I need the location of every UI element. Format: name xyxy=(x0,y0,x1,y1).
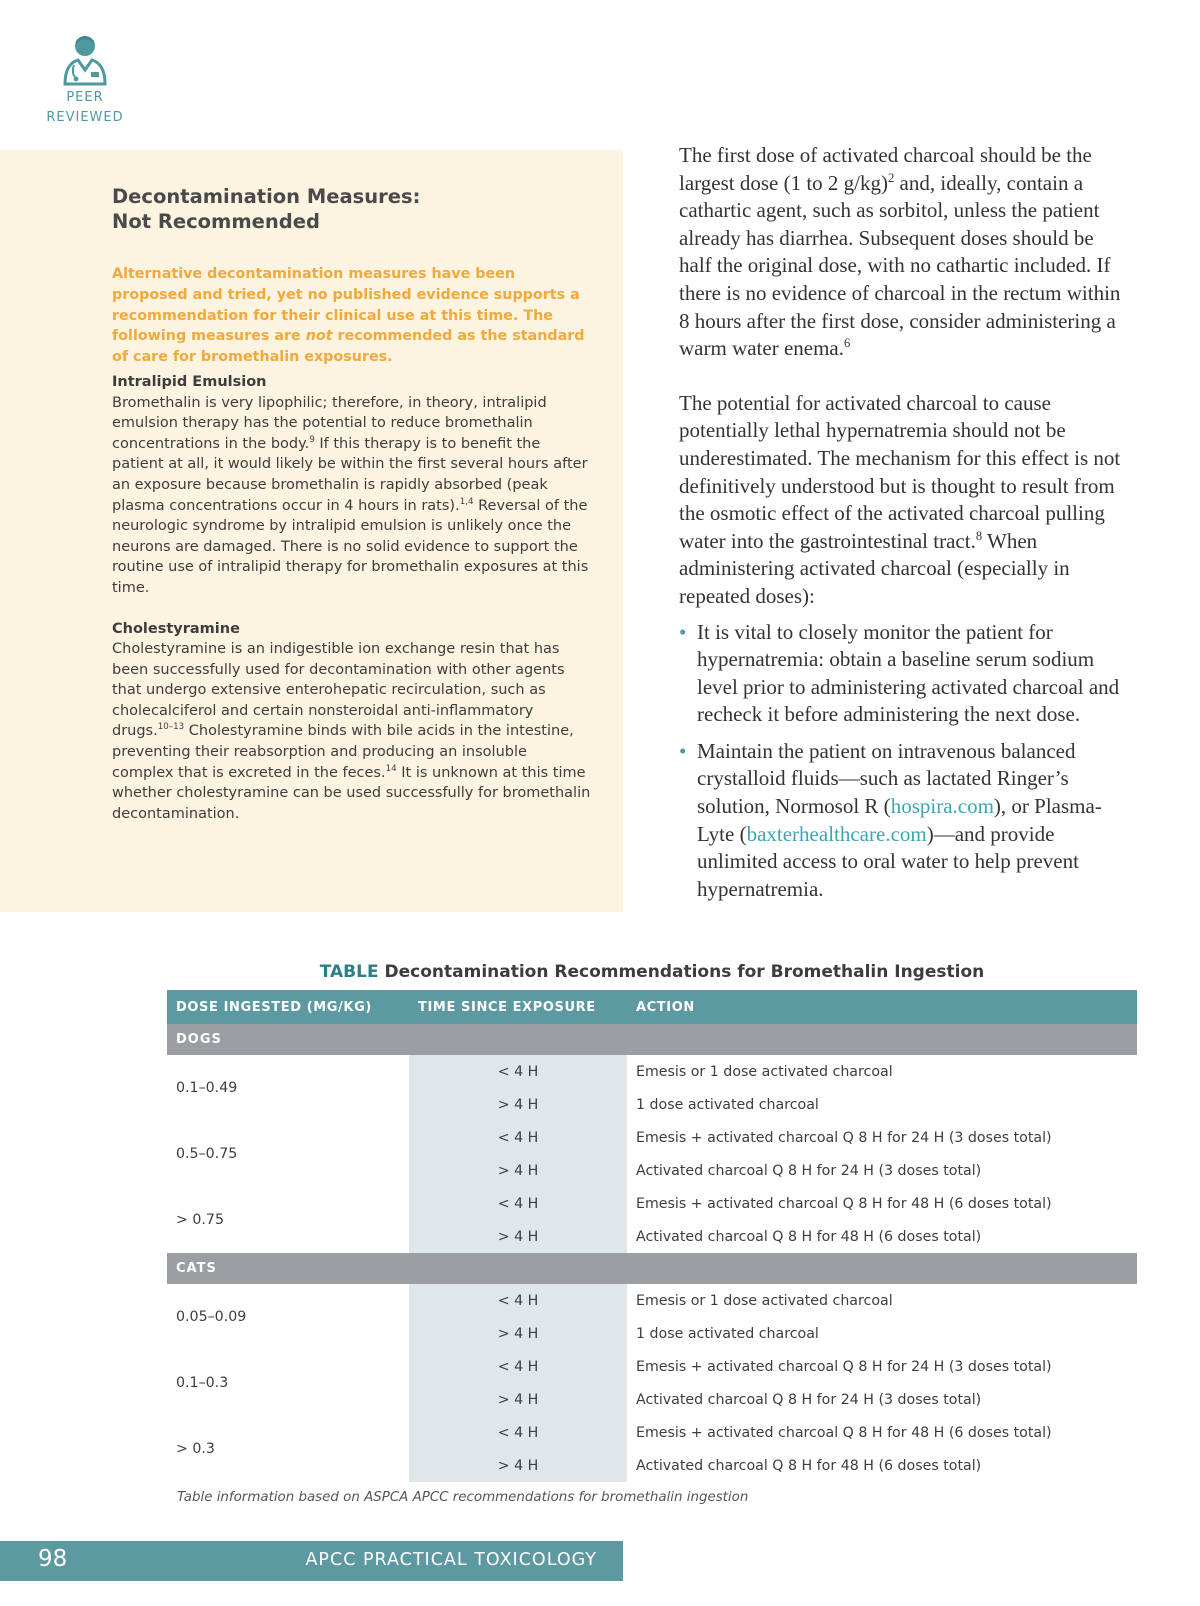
section-paragraph xyxy=(112,393,592,599)
action-cell: Emesis + activated charcoal Q 8 H for 24 H (3 doses total) xyxy=(636,1358,1052,1375)
list-item-text: )—and provide unlimited access to oral water to help prevent hypernatremia. xyxy=(697,821,1079,901)
action-cell: Activated charcoal Q 8 H for 24 H (3 doses total) xyxy=(636,1391,982,1408)
list-item-text: ), or Plasma-Lyte ( xyxy=(697,794,1102,846)
paragraph-text: Cholestyramine is an indigestible ion exchange resin that has been successfully used for decontamination with other agents that undergo extensive enterohepatic recirculation, such as cholecalciferol and certain nonsteroidal anti-inflammatory drugs. xyxy=(112,641,565,740)
time-cell: < 4 H xyxy=(409,1416,627,1449)
intro-text-end: recommended as the standard of care for bromethalin exposures. xyxy=(112,328,585,366)
publication-title: APCC PRACTICAL TOXICOLOGY xyxy=(305,1550,597,1570)
table-footnote: Table information based on ASPCA APCC recommendations for bromethalin ingestion xyxy=(177,1490,749,1505)
group-label: CATS xyxy=(167,1253,1137,1284)
time-cell: > 4 H xyxy=(409,1317,627,1350)
sidebar-box xyxy=(0,150,623,912)
sidebar-intro xyxy=(112,264,592,368)
reference-marker: 2 xyxy=(888,170,895,185)
paragraph-text: Bromethalin is very lipophilic; therefore, in theory, intralipid emulsion therapy has the potential to reduce bromethalin concentrations in the body. xyxy=(112,394,547,452)
table-row xyxy=(167,1121,1137,1154)
list-item-text: It is vital to closely monitor the patient for hypernatremia: obtain a baseline serum sodium level prior to administering activated charcoal and recheck it before administering the next dose. xyxy=(697,619,1120,727)
table-row xyxy=(167,1187,1137,1220)
paragraph-text: Reversal of the neurologic syndrome by intralipid emulsion is unlikely once the neurons are damaged. There is no solid evidence to support the routine use of intralipid therapy for bromethalin exposures at this time. xyxy=(112,497,589,596)
sidebar-title-line1: Decontamination Measures: xyxy=(112,185,421,208)
reference-marker: 8 xyxy=(975,528,983,543)
dose-cell: > 0.3 xyxy=(176,1441,215,1457)
section-heading: Intralipid Emulsion xyxy=(112,373,267,390)
table-header-row xyxy=(167,990,1137,1024)
baxter-link[interactable]: baxterhealthcare.com xyxy=(746,821,927,846)
time-cell: < 4 H xyxy=(409,1055,627,1088)
time-cell: < 4 H xyxy=(409,1284,627,1317)
section-heading: Cholestyramine xyxy=(112,620,240,637)
dose-cell: > 0.75 xyxy=(176,1212,224,1228)
paragraph-text: If this therapy is to benefit the patient at all, it would likely be within the first several hours after an exposure because bromethalin is rapidly absorbed (peak plasma concentrations occur in 4 hours in rats). xyxy=(112,435,588,514)
table-row xyxy=(167,1416,1137,1449)
table-title: Decontamination Recommendations for Bromethalin Ingestion xyxy=(384,962,985,982)
body-paragraph xyxy=(679,390,1129,611)
hospira-link[interactable]: hospira.com xyxy=(890,794,994,819)
action-cell: Activated charcoal Q 8 H for 48 H (6 doses total) xyxy=(636,1457,982,1474)
action-cell: Activated charcoal Q 8 H for 48 H (6 doses total) xyxy=(636,1228,982,1245)
time-cell: > 4 H xyxy=(409,1449,627,1482)
dose-cell: 0.1–0.49 xyxy=(176,1080,238,1096)
body-text-column xyxy=(679,142,1129,912)
time-cell: > 4 H xyxy=(409,1154,627,1187)
reference-marker: 10–13 xyxy=(157,722,185,733)
time-cell: < 4 H xyxy=(409,1350,627,1383)
intro-emphasis: not xyxy=(305,328,333,345)
badge-label-line2: REVIEWED xyxy=(46,110,124,125)
table-label: TABLE xyxy=(319,962,379,982)
list-item-text: Maintain the patient on intravenous balanced crystalloid fluids—such as lactated Ringer’s solution, Normosol R ( xyxy=(697,738,1076,819)
table-row xyxy=(167,1350,1137,1383)
sidebar-title-line2: Not Recommended xyxy=(112,210,320,233)
paragraph-text: The potential for activated charcoal to cause potentially lethal hypernatremia should not be underestimated. The mechanism for this effect is not definitively understood but is thought to result from the osmotic effect of the activated charcoal pulling water into the gastrointestinal tract. xyxy=(679,390,1121,553)
time-cell: > 4 H xyxy=(409,1220,627,1253)
action-cell: Emesis + activated charcoal Q 8 H for 48 H (6 doses total) xyxy=(636,1424,1052,1441)
dose-cell: 0.05–0.09 xyxy=(176,1309,247,1325)
paragraph-text: The first dose of activated charcoal should be the largest dose (1 to 2 g/kg) xyxy=(679,143,1092,195)
action-cell: Emesis + activated charcoal Q 8 H for 24 H (3 doses total) xyxy=(636,1129,1052,1146)
sidebar-content xyxy=(112,184,592,844)
table-row xyxy=(167,1284,1137,1317)
bullet-icon: • xyxy=(679,738,687,763)
paragraph-text: Cholestyramine binds with bile acids in the intestine, preventing their reabsorption and producing an insoluble complex that is excreted in the feces. xyxy=(112,723,574,781)
group-row-cats xyxy=(167,1253,1137,1284)
list-item xyxy=(679,738,1129,904)
action-cell: Emesis or 1 dose activated charcoal xyxy=(636,1063,893,1080)
intro-text: Alternative decontamination measures have been proposed and tried, yet no published evidence supports a recommendation for their clinical use at this time. The following measures are xyxy=(112,266,580,345)
reference-marker: 9 xyxy=(309,434,315,445)
group-row-dogs xyxy=(167,1024,1137,1055)
dose-cell: 0.1–0.3 xyxy=(176,1375,229,1391)
section-paragraph xyxy=(112,639,592,824)
group-label: DOGS xyxy=(167,1024,1137,1055)
action-cell: Emesis or 1 dose activated charcoal xyxy=(636,1292,893,1309)
bullet-icon: • xyxy=(679,619,687,644)
sidebar-title xyxy=(112,184,592,234)
recommendations-table xyxy=(167,990,1137,1482)
column-header-action: ACTION xyxy=(627,990,1137,1024)
time-cell: > 4 H xyxy=(409,1088,627,1121)
paragraph-text: When administering activated charcoal (especially in repeated doses): xyxy=(679,528,1070,608)
body-paragraph xyxy=(679,142,1129,363)
action-cell: Emesis + activated charcoal Q 8 H for 48 H (6 doses total) xyxy=(636,1195,1052,1212)
table-row xyxy=(167,1055,1137,1088)
table-caption xyxy=(167,962,1137,982)
page-number: 98 xyxy=(38,1546,68,1572)
peer-reviewed-badge xyxy=(30,34,140,126)
column-header-time: TIME SINCE EXPOSURE xyxy=(409,990,627,1024)
list-item xyxy=(679,619,1129,729)
time-cell: < 4 H xyxy=(409,1187,627,1220)
reference-marker: 14 xyxy=(385,763,397,774)
reference-marker: 1,4 xyxy=(459,496,474,507)
reference-marker: 6 xyxy=(844,336,851,351)
bullet-list xyxy=(679,619,1129,904)
action-cell: 1 dose activated charcoal xyxy=(636,1325,819,1342)
doctor-icon xyxy=(62,34,108,86)
dose-cell: 0.5–0.75 xyxy=(176,1146,238,1162)
action-cell: 1 dose activated charcoal xyxy=(636,1096,819,1113)
column-header-dose: DOSE INGESTED (MG/KG) xyxy=(167,990,409,1024)
paragraph-text: It is unknown at this time whether cholestyramine can be used successfully for bromethalin decontamination. xyxy=(112,764,591,822)
time-cell: > 4 H xyxy=(409,1383,627,1416)
badge-label-line1: PEER xyxy=(66,90,104,105)
time-cell: < 4 H xyxy=(409,1121,627,1154)
paragraph-text: and, ideally, contain a cathartic agent, such as sorbitol, unless the patient already has diarrhea. Subsequent doses should be half the original dose, with no cathartic included. If there is no evidence of charcoal in the rectum within 8 hours after the first dose, consider administering a warm water enema. xyxy=(679,170,1121,361)
action-cell: Activated charcoal Q 8 H for 24 H (3 doses total) xyxy=(636,1162,982,1179)
page-footer xyxy=(0,1541,623,1581)
